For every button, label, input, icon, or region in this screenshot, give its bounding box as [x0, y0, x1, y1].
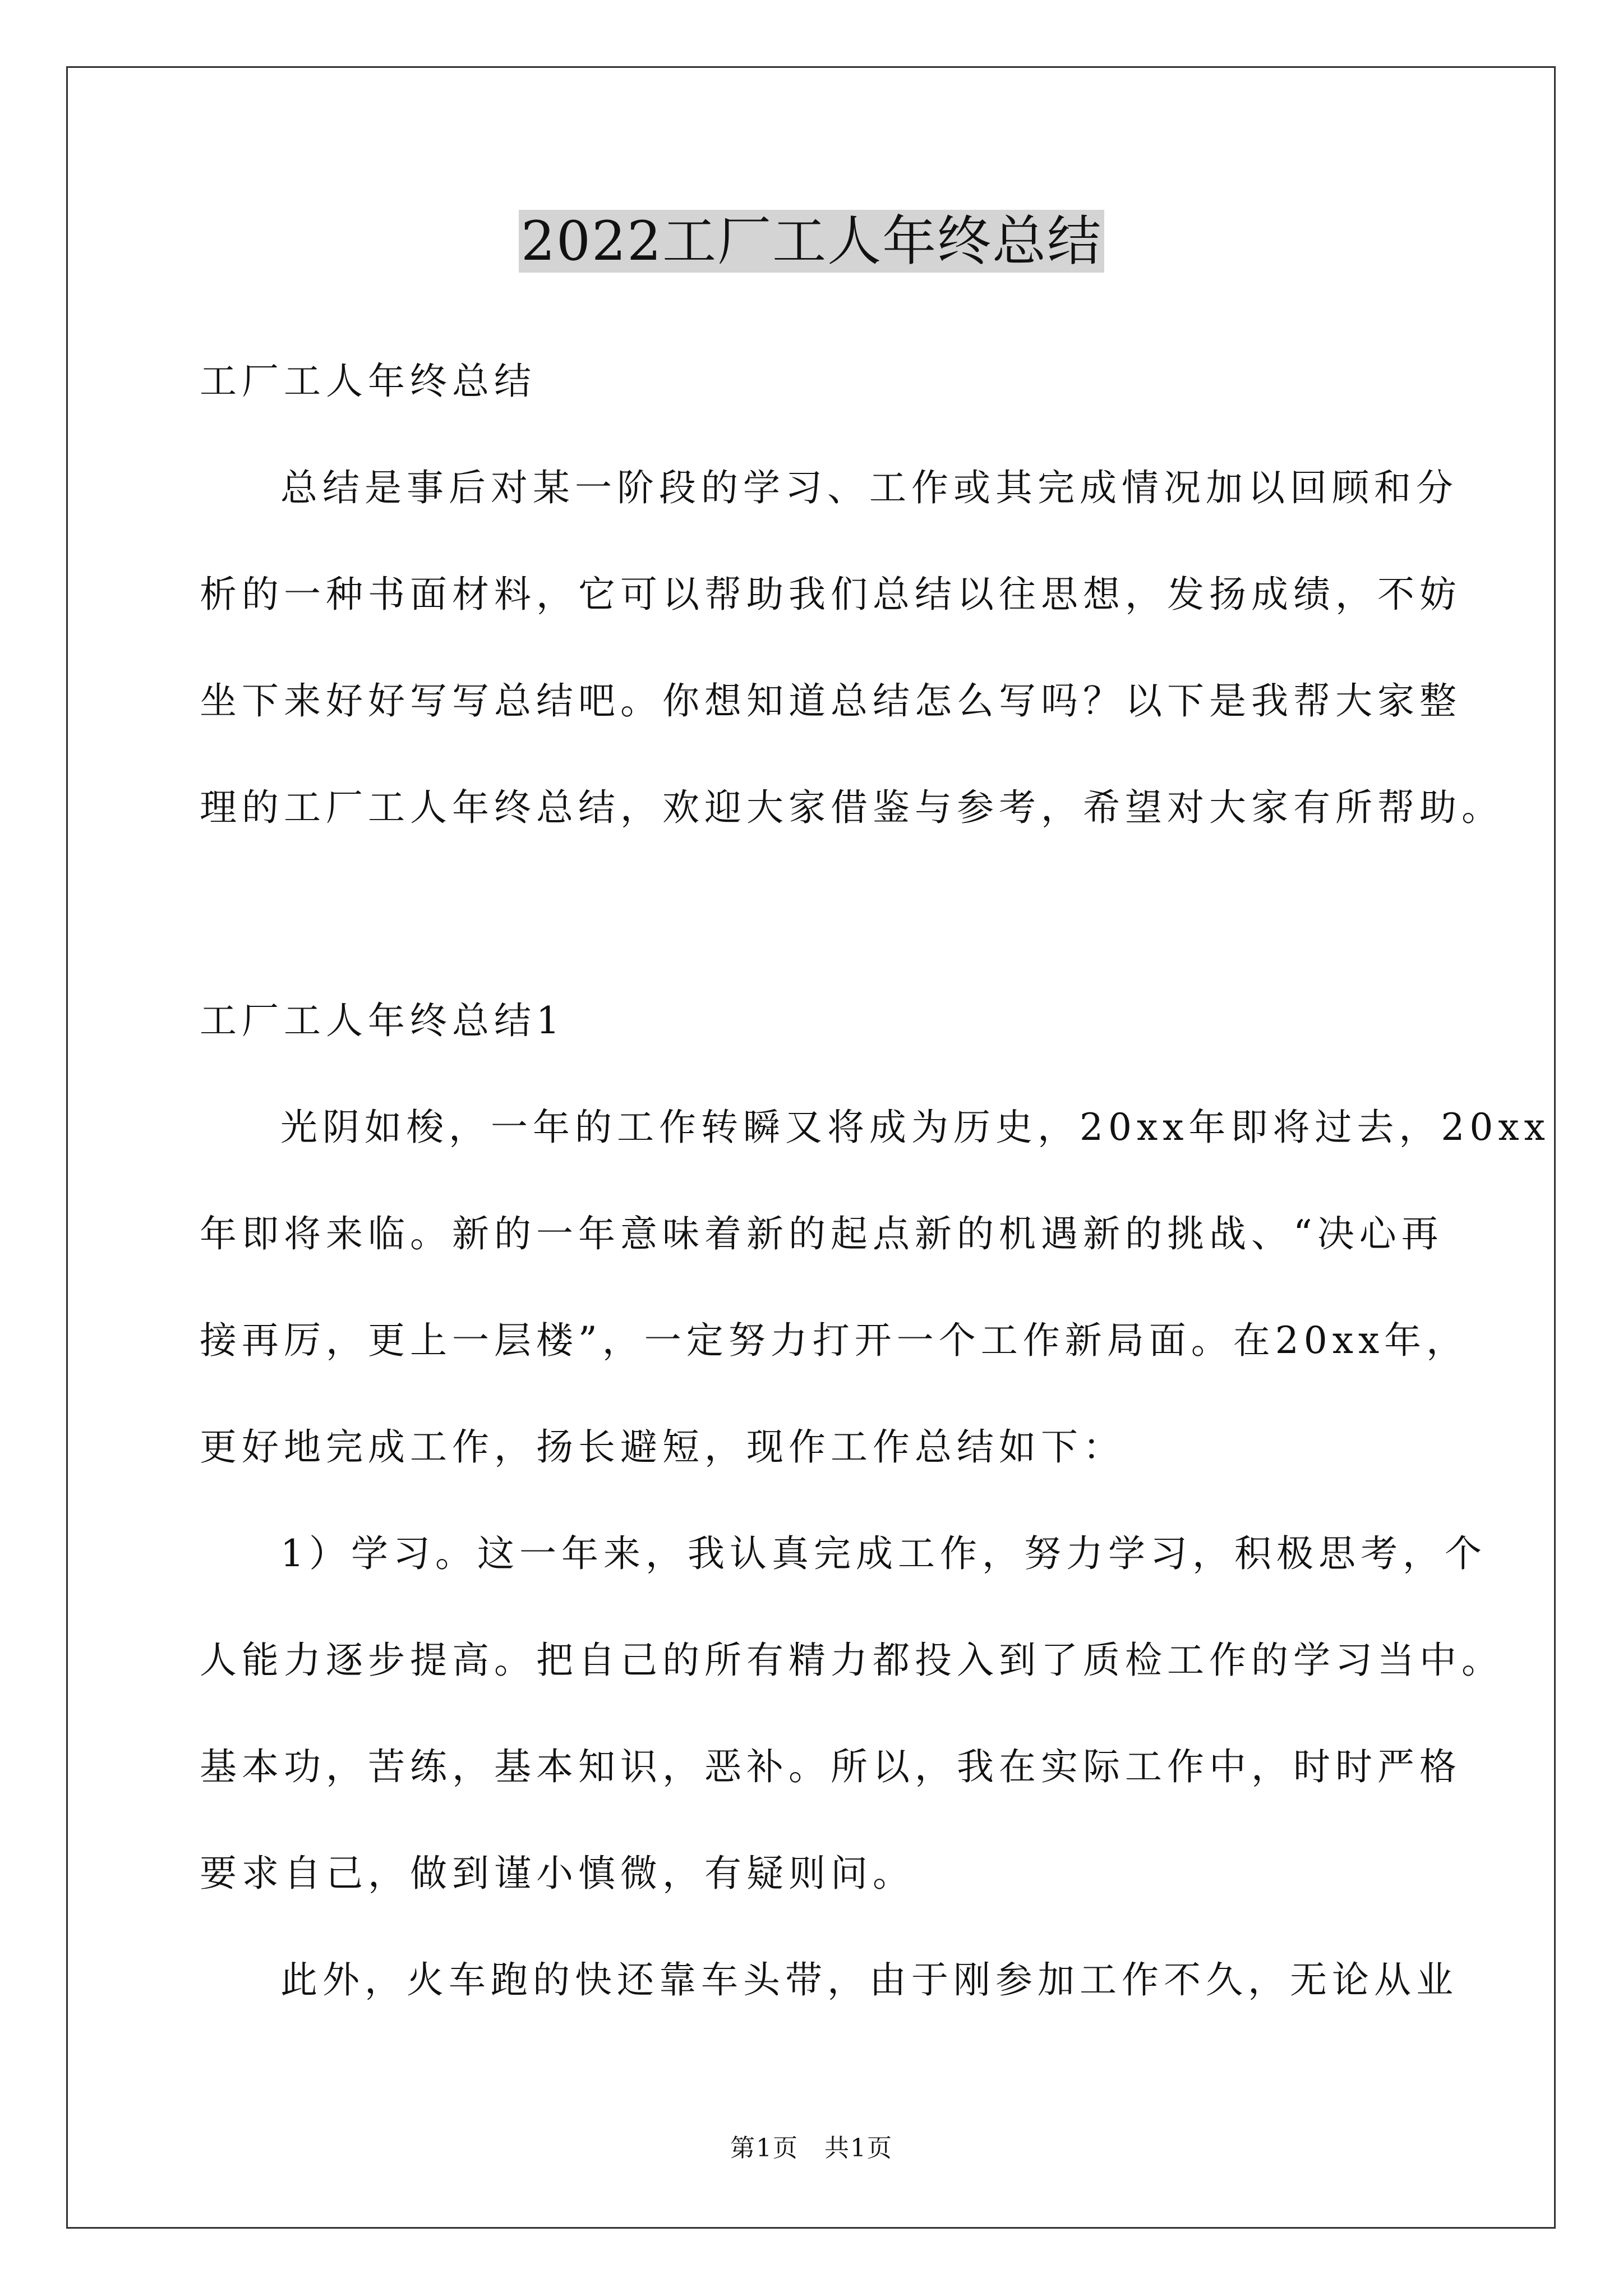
closing-line: 此外，火车跑的快还靠车头带，由于刚参加工作不久，无论从业: [280, 1958, 1458, 2001]
learning-line: 1）学习。这一年来，我认真完成工作，努力学习，积极思考，个: [280, 1532, 1487, 1575]
section1-heading: 工厂工人年终总结1: [200, 999, 565, 1042]
learning-line: 人能力逐步提高。把自己的所有精力都投入到了质检工作的学习当中。: [200, 1639, 1504, 1682]
intro-line: 析的一种书面材料，它可以帮助我们总结以往思想，发扬成绩，不妨: [200, 573, 1461, 616]
section1-line: 更好地完成工作，扬长避短，现作工作总结如下：: [200, 1425, 1125, 1469]
document-subtitle: 工厂工人年终总结: [200, 360, 536, 403]
document-title: [0, 202, 1623, 280]
section1-line: 接再厉，更上一层楼”，一定努力打开一个工作新局面。在20xx年，: [200, 1319, 1469, 1362]
intro-line: 总结是事后对某一阶段的学习、工作或其完成情况加以回顾和分: [280, 466, 1458, 509]
intro-line: 坐下来好好写写总结吧。你想知道总结怎么写吗？以下是我帮大家整: [200, 679, 1461, 723]
page-footer: 第1页 共1页: [730, 2134, 893, 2162]
intro-line: 理的工厂工人年终总结，欢迎大家借鉴与参考，希望对大家有所帮助。: [200, 786, 1504, 829]
document-title-text: 2022工厂工人年终总结: [519, 210, 1104, 273]
section1-line: 年即将来临。新的一年意味着新的起点新的机遇新的挑战、“决心再: [200, 1212, 1444, 1255]
learning-line: 基本功，苦练，基本知识，恶补。所以，我在实际工作中，时时严格: [200, 1745, 1461, 1788]
learning-line: 要求自己，做到谨小慎微，有疑则问。: [200, 1852, 915, 1895]
section1-line: 光阴如梭，一年的工作转瞬又将成为历史，20xx年即将过去，20xx: [280, 1106, 1550, 1149]
